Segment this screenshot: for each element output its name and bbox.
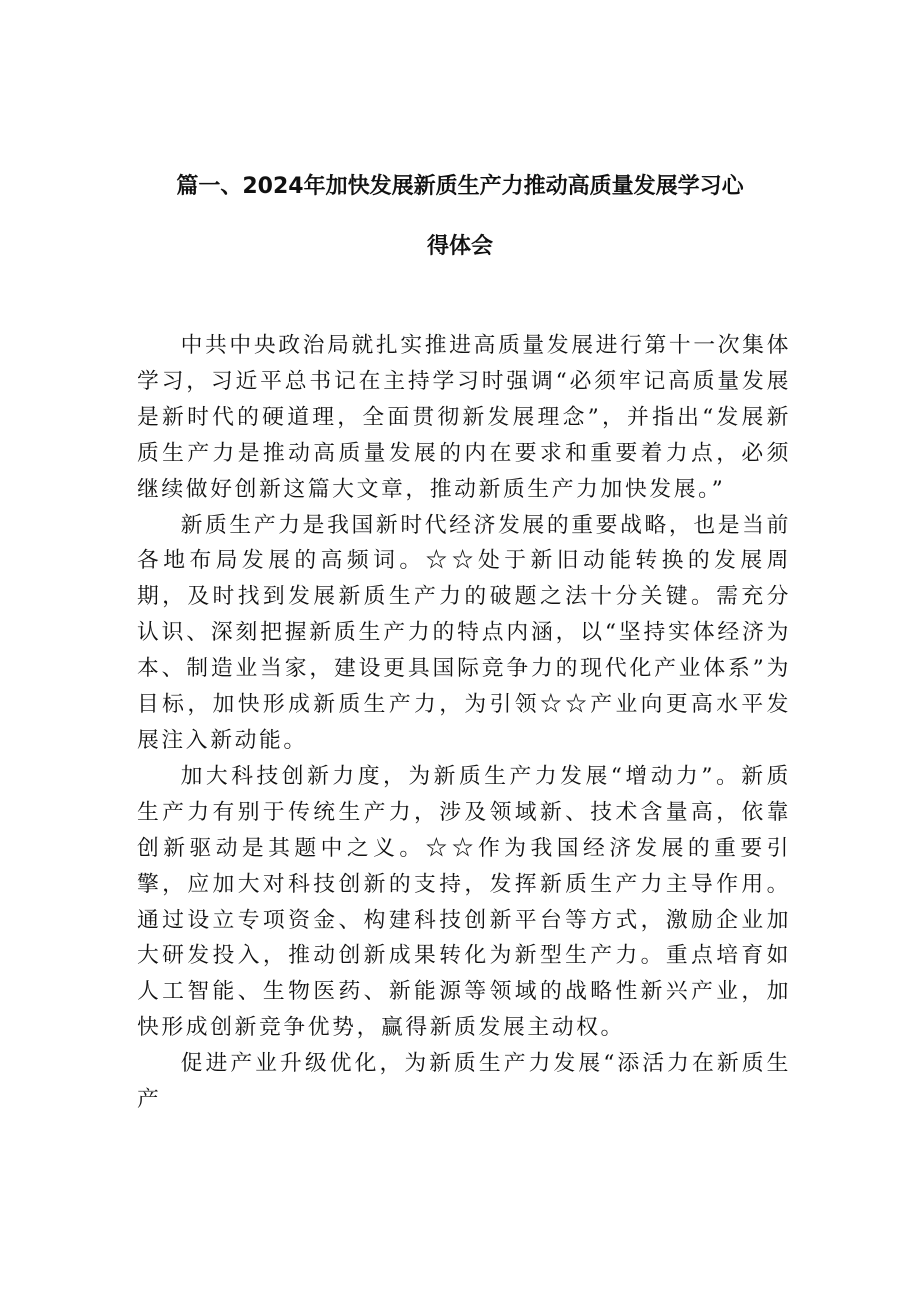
paragraph-4: 促进产业升级优化，为新质生产力发展“添活力在新质生产 xyxy=(137,1051,791,1113)
paragraph-3: 加大科技创新力度，为新质生产力发展“增动力”。新质生产力有别于传统生产力，涉及领域新、技术含量高，依靠创新驱动是其题中之义。☆☆作为我国经济发展的重要引擎，应加大对科技创新的支持，发挥新质生产力主导作用。通过设立专项资金、构建科技创新平台等方式，激励企业加大研发投入，推动创新成果转化为新型生产力。重点培育如人工智能、生物医药、新能源等领域的战略性新兴产业，加快形成创新竞争优势，赢得新质发展主动权。 xyxy=(137,763,791,1041)
paragraph-2: 新质生产力是我国新时代经济发展的重要战略，也是当前各地布局发展的高频词。☆☆处于新旧动能转换的发展周期，及时找到发展新质生产力的破题之法十分关键。需充分认识、深刻把握新质生产力的特点内涵，以“坚持实体经济为本、制造业当家，建设更具国际竞争力的现代化产业体系”为目标，加快形成新质生产力，为引领☆☆产业向更高水平发展注入新动能。 xyxy=(137,512,791,753)
document-body xyxy=(137,328,791,1118)
document-title-line-2: 得体会 xyxy=(426,234,493,259)
document-title-line-1: 篇一、2024年加快发展新质生产力推动高质量发展学习心 xyxy=(176,174,744,199)
paragraph-1: 中共中央政治局就扎实推进高质量发展进行第十一次集体学习，习近平总书记在主持学习时强调“必须牢记高质量发展是新时代的硬道理，全面贯彻新发展理念”，并指出“发展新质生产力是推动高质量发展的内在要求和重要着力点，必须继续做好创新这篇大文章，推动新质生产力加快发展。” xyxy=(137,333,791,502)
